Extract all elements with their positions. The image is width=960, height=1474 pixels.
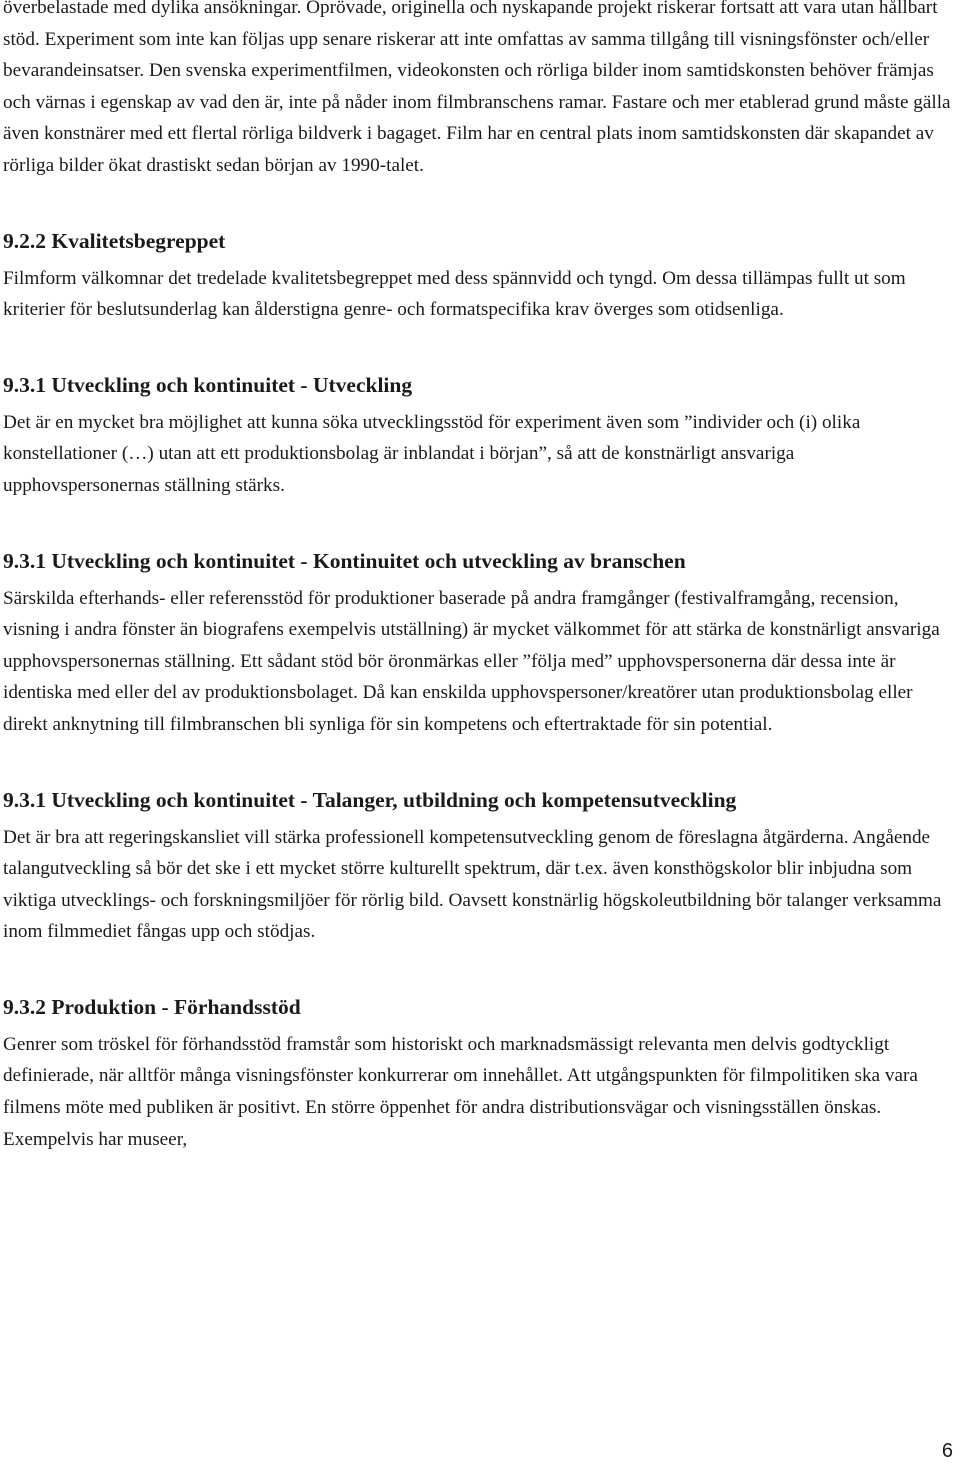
- section-heading-talanger: 9.3.1 Utveckling och kontinuitet - Talanger, utbildning och kompetensutveckling: [3, 787, 737, 812]
- section-heading-kontinuitet: 9.3.1 Utveckling och kontinuitet - Kontinuitet och utveckling av branschen: [3, 548, 686, 573]
- section-heading-utveckling: 9.3.1 Utveckling och kontinuitet - Utveckling: [3, 372, 413, 397]
- document-page: [3, 0, 953, 1155]
- section-heading-forhandsstod: 9.3.2 Produktion - Förhandsstöd: [3, 994, 301, 1019]
- section-body-utveckling: Det är en mycket bra möjlighet att kunna söka utvecklingsstöd för experiment även som ”individer och (i) olika konstellationer (…) utan att ett produktionsbolag är inblandat i början”, så att de konstnärligt ansvariga upphovspersonernas ställning stärks.: [3, 411, 861, 496]
- section-body-kontinuitet: Särskilda efterhands- eller referensstöd för produktioner baserade på andra framgånger (festivalframgång, recension, visning i andra fönster än biografens exempelvis utställning) är mycket välkommet för att stärka de konstnärligt ansvariga upphovspersonernas ställning. Ett sådant stöd bör öronmärkas eller ”följa med” upphovspersonerna där dessa inte är identiska med eller del av produktionsbolaget. Då kan enskilda upphovspersoner/kreatörer utan produktionsbolag eller direkt anknytning till filmbranschen bli synliga för sin kompetens och eftertraktade för sin potential.: [3, 587, 940, 735]
- section-heading-kvalitetsbegreppet: 9.2.2 Kvalitetsbegreppet: [3, 228, 226, 253]
- intro-paragraph: överbelastade med dylika ansökningar. Oprövade, originella och nyskapande projekt riskerar fortsatt att vara utan hållbart stöd. Experiment som inte kan följas upp senare riskerar att inte omfattas av samma tillgång till visningsfönster och/eller bevarandeinsatser. Den svenska experimentfilmen, videokonsten och rörliga bilder inom samtidskonsten behöver främjas och värnas i egenskap av vad den är, inte på nåder inom filmbranschens ramar. Fastare och mer etablerad grund måste gälla även konstnärer med ett flertal rörliga bildverk i bagaget. Film har en central plats inom samtidskonsten där skapandet av rörliga bilder ökat drastiskt sedan början av 1990-talet.: [3, 0, 951, 176]
- section-body-forhandsstod: Genrer som tröskel för förhandsstöd framstår som historiskt och marknadsmässigt relevanta men delvis godtyckligt definierade, när alltför många visningsfönster konkurrerar om innehållet. Att utgångspunkten för filmpolitiken ska vara filmens möte med publiken är positivt. En större öppenhet för andra distributionsvägar och visningsställen önskas. Exempelvis har museer,: [3, 1033, 918, 1150]
- section-body-talanger: Det är bra att regeringskansliet vill stärka professionell kompetensutveckling genom de föreslagna åtgärderna. Angående talangutveckling så bör det ske i ett mycket större kulturellt spektrum, där t.ex. även konsthögskolor blir inbjudna som viktiga utvecklings- och forskningsmiljöer för rörlig bild. Oavsett konstnärlig högskoleutbildning bör talanger verksamma inom filmmediet fångas upp och stödjas.: [3, 826, 942, 943]
- section-body-kvalitetsbegreppet: Filmform välkomnar det tredelade kvalitetsbegreppet med dess spännvidd och tyngd. Om dessa tillämpas fullt ut som kriterier för beslutsunderlag kan ålderstigna genre- och formatspecifika krav överges som otidsenliga.: [3, 267, 906, 321]
- page-number: 6: [941, 1440, 953, 1462]
